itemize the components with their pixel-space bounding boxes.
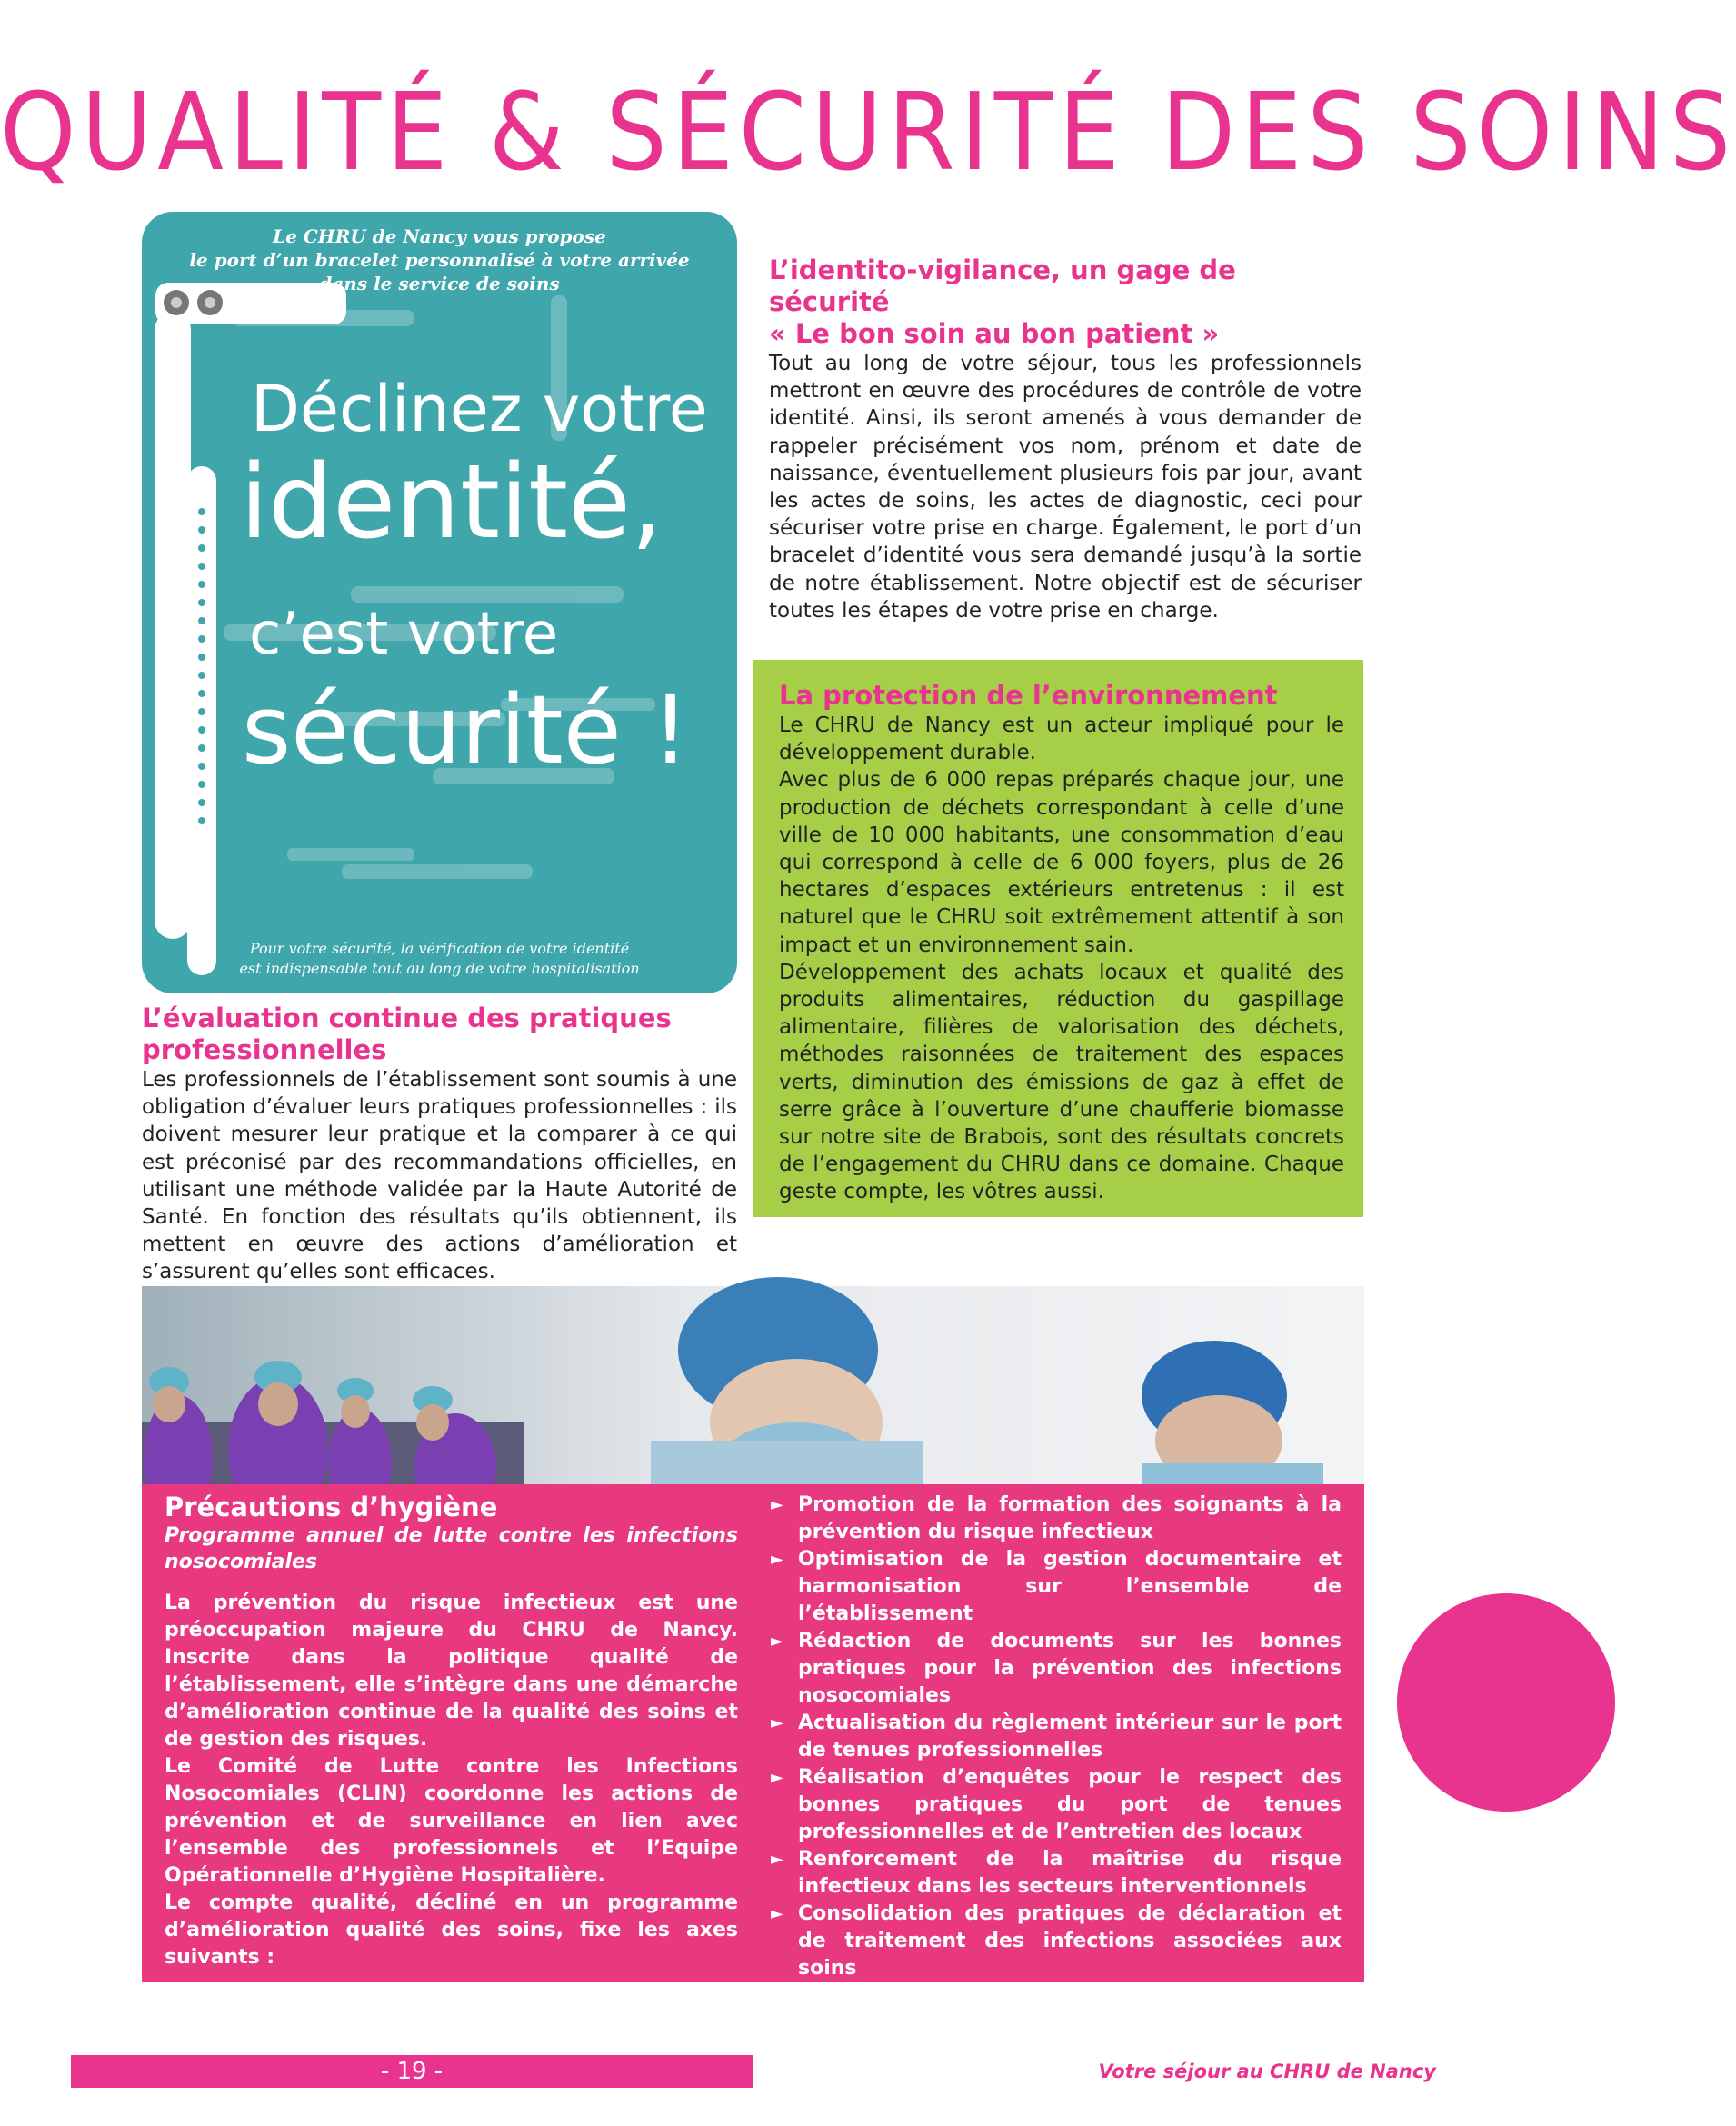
page-title: QUALITÉ & SÉCURITÉ DES SOINS bbox=[0, 69, 1736, 195]
arrow-bullet-icon: ► bbox=[771, 1986, 783, 2005]
environment-paragraph: Développement des achats locaux et qualité des produits alimentaires, réduction du gaspillage alimentaire, filières de valorisation des déchets, méthodes raisonnées de traitement des espaces verts, diminution des émissions de gaz à effet de serre grâce à l’ouverture d’une chaufferie biomasse sur notre site de Brabois, sont des résultats concrets de l’engagement du CHRU dans ce domaine. Chaque geste compte, les vôtres aussi. bbox=[779, 960, 1344, 1204]
environment-heading: La protection de l’environnement bbox=[779, 680, 1278, 711]
evaluation-heading: L’évaluation continue des pratiques professionnelles bbox=[142, 1003, 672, 1065]
poster-slogan-line2: identité, bbox=[240, 444, 663, 562]
environment-paragraph: Le CHRU de Nancy est un acteur impliqué pour le développement durable. bbox=[779, 714, 1344, 765]
list-item: ► Prise en compte du risque infectieux lors des achats d’équipements et lors des travaux bbox=[771, 1984, 1342, 2034]
list-item: ► Rédaction de documents sur les bonnes pratiques pour la prévention des infections nosocomiales bbox=[771, 1630, 1342, 1707]
poster-intro-text: Le CHRU de Nancy vous propose le port d’un bracelet personnalisé à votre arrivée dans le service de soins bbox=[189, 225, 690, 294]
hygiene-paragraph: Le compte qualité, décliné en un programme d’amélioration qualité des soins, fixe les axes suivants : bbox=[165, 1891, 738, 1969]
identito-subheading: « Le bon soin au bon patient » bbox=[769, 318, 1220, 349]
medical-staff-photo bbox=[142, 1286, 1364, 1484]
arrow-bullet-icon: ► bbox=[771, 1904, 783, 1923]
hygiene-heading: Précautions d’hygiène bbox=[165, 1492, 498, 1522]
identity-bracelet-poster bbox=[142, 212, 737, 993]
arrow-bullet-icon: ► bbox=[771, 1850, 783, 1869]
list-item: ► Réalisation d’enquêtes pour le respect des bonnes pratiques du port de tenues professionnelles et de l’entretien des locaux bbox=[771, 1766, 1342, 1843]
list-item: ► Actualisation du règlement intérieur sur le port de tenues professionnelles bbox=[771, 1712, 1342, 1762]
arrow-bullet-icon: ► bbox=[771, 1632, 783, 1651]
decorative-circle bbox=[1397, 1593, 1615, 1812]
hygiene-subheading: Programme annuel de lutte contre les infections nosocomiales bbox=[165, 1524, 738, 1573]
environment-section bbox=[779, 680, 1344, 1206]
evaluation-body: Les professionnels de l’établissement sont soumis à une obligation d’évaluer leurs pratiques professionnelles : ils doivent mesurer leur pratique et la comparer à ce qui est préconisé par des recommandations officielles, en utilisant une méthode validée par la Haute Autorité de Santé. En fonction des résultats qu’ils obtiennent, ils mettent en œuvre des actions d’amélioration et s’assurent qu’elles sont efficaces. bbox=[142, 1068, 737, 1284]
list-item: ► Renforcement de la maîtrise du risque infectieux dans les secteurs interventionnels bbox=[771, 1848, 1342, 1898]
list-item: ► Consolidation des pratiques de déclaration et de traitement des infections associées aux soins bbox=[771, 1902, 1342, 1980]
arrow-bullet-icon: ► bbox=[771, 1495, 783, 1514]
identito-body: Tout au long de votre séjour, tous les professionnels mettront en œuvre des procédures de contrôle de votre identité. Ainsi, ils seront amenés à vous demander de rappeler précisément vos nom, prénom et date de naissance, éventuellement plusieurs fois par jour, avant les actes de soins, les actes de diagnostic, ceci pour sécuriser votre prise en charge. Également, le port d’un bracelet d’identité vous sera demandé jusqu’à la sortie de notre établissement. Notre objectif est de sécuriser toutes les étapes de votre prise en charge. bbox=[769, 352, 1362, 623]
poster-slogan-line3: c’est votre bbox=[249, 601, 559, 668]
hygiene-section bbox=[165, 1492, 738, 1971]
medical-staff-image bbox=[142, 1286, 1364, 1484]
arrow-bullet-icon: ► bbox=[771, 1550, 783, 1569]
hygiene-axes-list bbox=[771, 1492, 1342, 2037]
arrow-bullet-icon: ► bbox=[771, 1768, 783, 1787]
identito-heading: L’identito-vigilance, un gage de sécurité bbox=[769, 255, 1236, 317]
arrow-bullet-icon: ► bbox=[771, 1713, 783, 1732]
evaluation-section bbox=[142, 1003, 737, 1286]
list-item: ► Optimisation de la gestion documentaire et harmonisation sur l’ensemble de l’établissement bbox=[771, 1548, 1342, 1625]
hygiene-paragraph: La prévention du risque infectieux est une préoccupation majeure du CHRU de Nancy. Inscrite dans la politique qualité de l’établissement, elle s’intègre dans une démarche d’amélioration continue de la qualité des soins et de gestion des risques. bbox=[165, 1592, 738, 1751]
poster-footer-text: Pour votre sécurité, la vérification de votre identité est indispensable tout au long de votre hospitalisation bbox=[239, 940, 640, 977]
poster-slogan-line1: Déclinez votre bbox=[251, 372, 708, 446]
identito-vigilance-section bbox=[769, 255, 1362, 624]
environment-paragraph: Avec plus de 6 000 repas préparés chaque jour, une production de déchets correspondant à celle d’une ville de 10 000 habitants, une consommation d’eau qui correspond à celle de 6 000 foyers, plus de 26 hectares d’espaces extérieurs entretenus : il est naturel que le CHRU soit extrêmement attentif à son impact et un environnement sain. bbox=[779, 768, 1344, 957]
poster-slogan-line4: sécurité ! bbox=[242, 674, 690, 785]
list-item: ► Promotion de la formation des soignants à la prévention du risque infectieux bbox=[771, 1493, 1342, 1543]
hygiene-paragraph: Le Comité de Lutte contre les Infections Nosocomiales (CLIN) coordonne les actions de prévention et de surveillance en lien avec l’ensemble des professionnels et l’Equipe Opérationnelle d’Hygiène Hospitalière. bbox=[165, 1755, 738, 1887]
footer-text: Votre séjour au CHRU de Nancy bbox=[1098, 2061, 1436, 2082]
page-number: - 19 - bbox=[380, 2058, 444, 2085]
